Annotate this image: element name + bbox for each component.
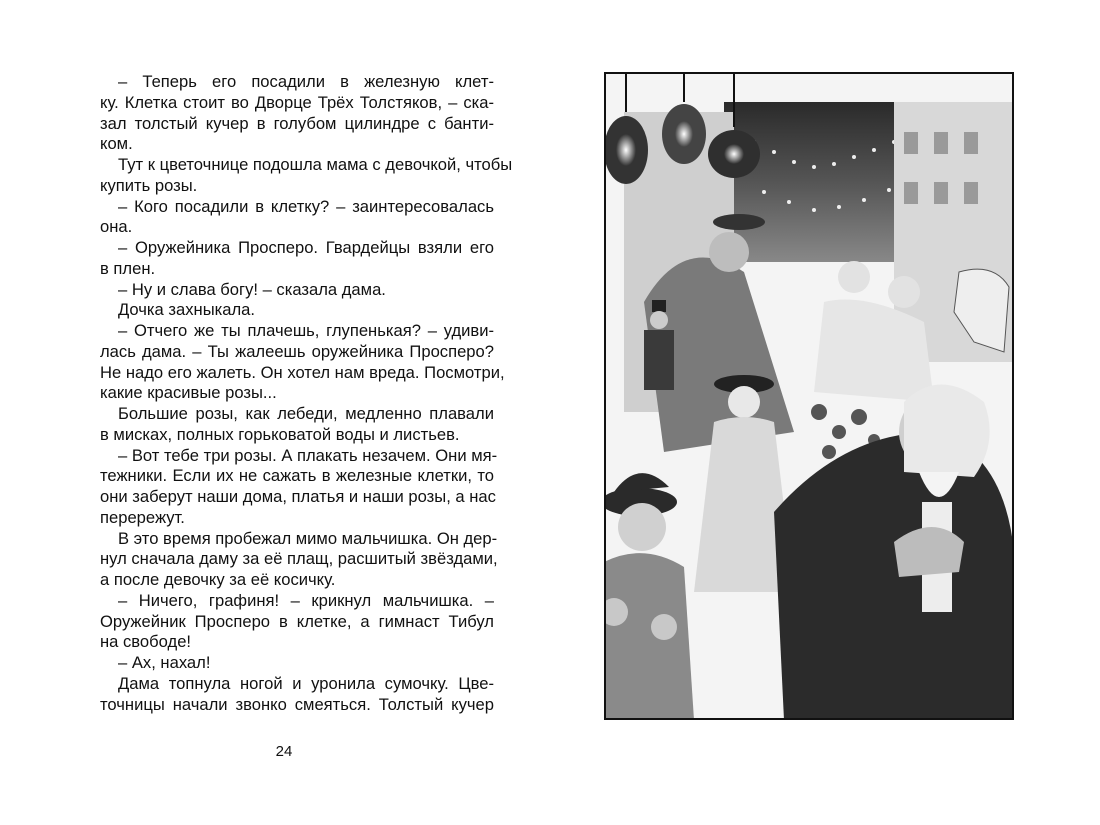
text-line-26: – Ничего, графиня! – крикнул мальчишка. – [118,590,494,610]
text-line-8: она. [100,217,133,237]
left-page-text [100,72,513,715]
text-line-1: – Теперь его посадили в железную клет- [118,72,494,91]
text-line-18: в мисках, полных горьковатой воды и листьев. [100,424,460,444]
text-line-30: Дама топнула ногой и уронила сумочку. Цве- [118,673,494,693]
text-line-9: – Оружейника Просперо. Гвардейцы взяли его [118,238,494,257]
text-line-21: они заберут наши дома, платья и наши розы, а нас [100,487,496,506]
text-line-16: какие красивые розы... [100,383,277,403]
text-line-22: перережут. [100,507,185,527]
text-line-29: – Ах, нахал! [118,653,211,672]
text-line-4: ком. [100,134,133,154]
text-line-17: Большие розы, как лебеди, медленно плавали [118,404,494,423]
text-line-27: Оружейник Просперо в клетке, а гимнаст Тибул [100,611,494,631]
text-line-14: лась дама. – Ты жалеешь оружейника Просперо? [100,341,494,361]
engraving-illustration-icon [604,72,1014,720]
text-line-28: на свободе! [100,632,192,652]
text-line-12: Дочка захныкала. [118,300,255,320]
text-line-31: точницы начали звонко смеяться. Толстый кучер [100,694,494,714]
text-line-7: – Кого посадили в клетку? – заинтересовалась [118,196,494,216]
text-line-19: – Вот тебе три розы. А плакать незачем. Они мя- [118,445,498,465]
text-line-10: в плен. [100,258,156,278]
text-line-15: Не надо его жалеть. Он хотел нам вреда. Посмотри, [100,362,505,382]
text-line-24: нул сначала даму за её плащ, расшитый звёздами, [100,549,498,569]
text-line-23: В это время пробежал мимо мальчишка. Он дер- [118,528,498,548]
text-line-2: ку. Клетка стоит во Дворце Трёх Толстяков, – ска- [100,92,494,112]
text-line-20: тежники. Если их не сажать в железные клетки, то [100,466,494,486]
page-number: 24 [275,743,293,760]
text-line-6: купить розы. [100,175,198,195]
text-line-3: зал толстый кучер в голубом цилиндре с банти- [100,113,494,133]
text-line-11: – Ну и слава богу! – сказала дама. [118,279,386,299]
text-line-5: Тут к цветочнице подошла мама с девочкой, чтобы [118,155,513,174]
text-line-13: – Отчего же ты плачешь, глупенькая? – удиви- [118,321,494,340]
text-line-25: а после девочку за её косичку. [100,570,336,589]
